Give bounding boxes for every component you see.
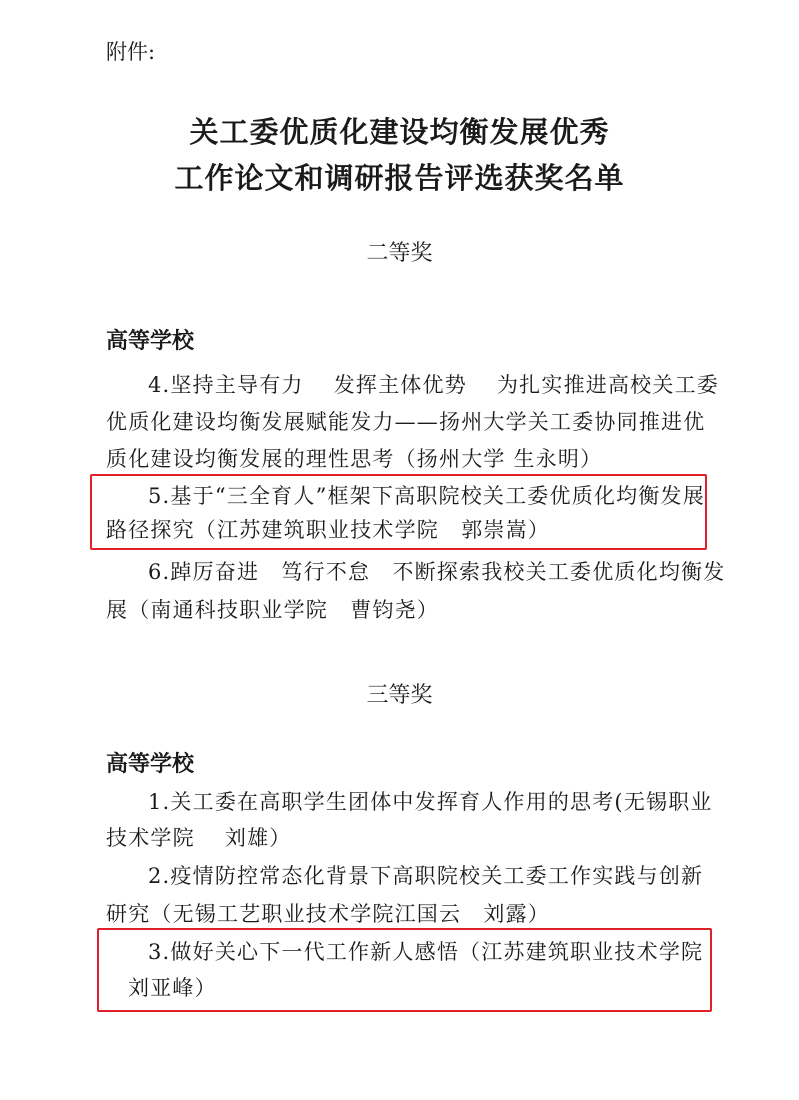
entry-line: 4.坚持主导有力 发挥主体优势 为扎实推进高校关工委 xyxy=(148,373,719,397)
document-title-line-2: 工作论文和调研报告评选获奖名单 xyxy=(174,161,625,195)
entry-line: 研究（无锡工艺职业技术学院江国云 刘露） xyxy=(106,902,550,926)
entry-line: 1.关工委在高职学生团体中发挥育人作用的思考(无锡职业 xyxy=(148,790,713,814)
entry-line: 6.踔厉奋进 笃行不怠 不断探索我校关工委优质化均衡发 xyxy=(148,560,726,584)
entry-line: 技术学院 刘雄） xyxy=(106,826,292,850)
entry-line: 质化建设均衡发展的理性思考（扬州大学 生永明） xyxy=(106,447,603,471)
category-heading: 高等学校 xyxy=(106,751,195,777)
attachment-label: 附件: xyxy=(106,40,156,64)
document-title-line-1: 关工委优质化建设均衡发展优秀 xyxy=(189,115,610,149)
entry-line: 展（南通科技职业学院 曹钧尧） xyxy=(106,598,439,622)
entry-line: 2.疫情防控常态化背景下高职院校关工委工作实践与创新 xyxy=(148,864,704,888)
entry-line: 刘亚峰） xyxy=(128,976,217,1000)
award-heading-third-prize: 三等奖 xyxy=(366,683,433,708)
award-heading-second-prize: 二等奖 xyxy=(366,241,433,266)
entry-line: 5.基于“三全育人”框架下高职院校关工委优质化均衡发展 xyxy=(148,484,705,508)
category-heading: 高等学校 xyxy=(106,328,195,354)
entry-line: 路径探究（江苏建筑职业技术学院 郭崇嵩） xyxy=(106,518,550,542)
entry-line: 3.做好关心下一代工作新人感悟（江苏建筑职业技术学院 xyxy=(148,940,704,964)
entry-line: 优质化建设均衡发展赋能发力——扬州大学关工委协同推进优 xyxy=(106,410,706,434)
